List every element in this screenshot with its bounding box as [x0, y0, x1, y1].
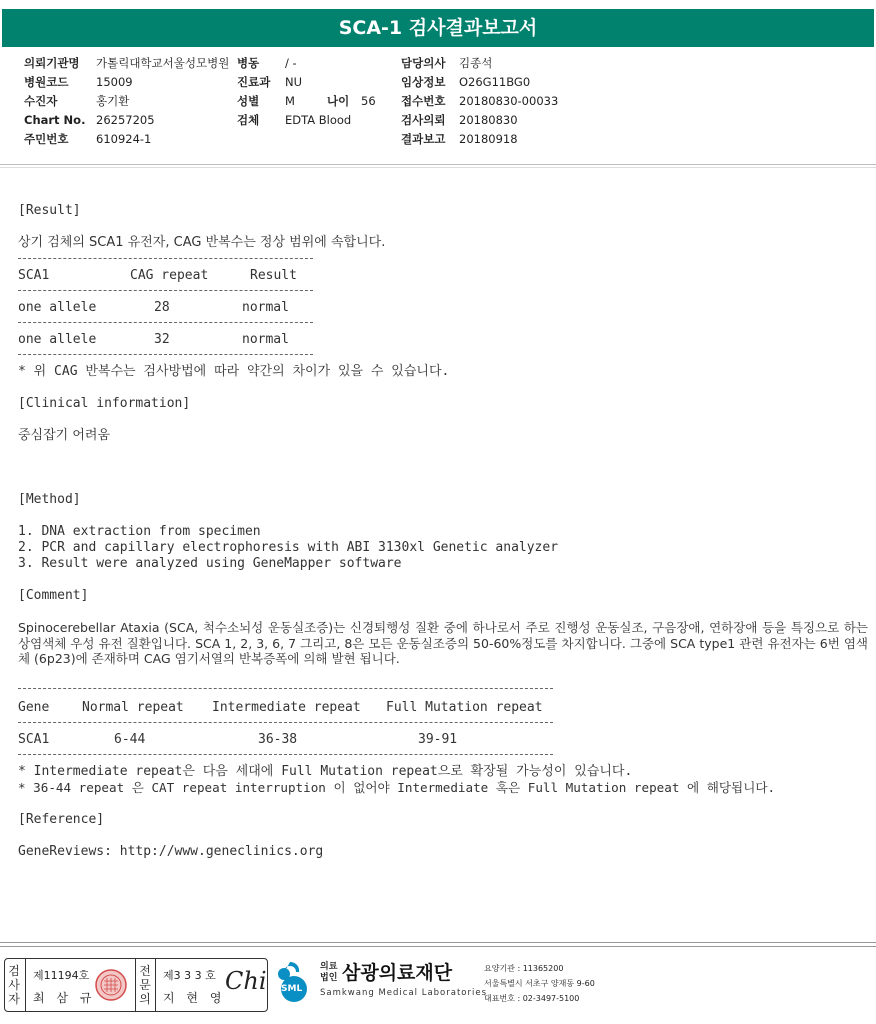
- cell: normal: [242, 300, 289, 315]
- field-value: 20180830-00033: [459, 94, 559, 108]
- cell: one allele: [18, 332, 97, 347]
- method-heading: [Method]: [18, 492, 81, 507]
- field-label: Chart No.: [24, 113, 86, 127]
- logo-text: SML: [281, 984, 303, 994]
- table-divider: [18, 290, 313, 291]
- cell: 32: [154, 332, 170, 347]
- table-divider: [18, 322, 313, 323]
- field-label: 주민번호: [24, 132, 69, 146]
- org-info-phone: 대표번호 : 02-3497-5100: [484, 994, 580, 1003]
- stamp-icon: [95, 969, 127, 1001]
- field-label: 병원코드: [24, 75, 69, 89]
- field-value: O26G11BG0: [459, 75, 531, 89]
- comment-note: * Intermediate repeat은 다음 세대에 Full Mutation repeat으로 확장될 가능성이 있습니다.: [18, 764, 633, 779]
- field-value: 가톨릭대학교서울성모병원: [96, 56, 230, 70]
- method-item: 2. PCR and capillary electrophoresis with ABI 3130xl Genetic analyzer: [18, 540, 559, 555]
- signature-mark: Chi: [225, 967, 267, 995]
- col-header: Result: [250, 268, 297, 283]
- examiner-license: 제11194호: [33, 969, 90, 982]
- field-value: 홍기환: [96, 94, 130, 108]
- field-label: 결과보고: [401, 132, 446, 146]
- field-value: 15009: [96, 75, 133, 89]
- signature-box: [4, 958, 268, 1012]
- field-value: 610924-1: [96, 132, 152, 146]
- corp-type-bottom: 법인: [320, 973, 338, 983]
- cell: normal: [242, 332, 289, 347]
- table-divider: [18, 688, 553, 689]
- clinical-heading: [Clinical information]: [18, 396, 191, 411]
- field-label: 성별: [237, 94, 260, 108]
- comment-paragraph: Spinocerebellar Ataxia (SCA, 척수소뇌성 운동실조증)는 신경퇴행성 질환 중에 하나로서 주로 진행성 운동실조, 구음장애, 연하장애 등을 특징으로 하는 상염색체 우성 유전 질환입니다. SCA 1, 2, 3, 6, 7 그리고, 8은 모든 운동실조증의 50-60%정도를 차지합니다. 그중에 SCA type1 관련 유전자는 6번 염색체 (6p23)에 존재하며 CAG 염기서열의 반복증폭에 의해 발현 됩니다.: [18, 620, 868, 666]
- result-summary: 상기 검체의 SCA1 유전자, CAG 반복수는 정상 범위에 속합니다.: [18, 235, 386, 250]
- field-value: M: [285, 94, 295, 108]
- box-separator: [155, 959, 156, 1011]
- col-header: CAG repeat: [130, 268, 209, 283]
- col-header: Full Mutation repeat: [386, 700, 543, 715]
- field-value: NU: [285, 75, 303, 89]
- clinical-text: 중심잡기 어려움: [18, 428, 111, 443]
- result-note: * 위 CAG 반복수는 검사방법에 따라 약간의 차이가 있을 수 있습니다.: [18, 364, 450, 379]
- cell: 6-44: [114, 732, 146, 747]
- table-divider: [18, 354, 313, 355]
- field-label: 수진자: [24, 94, 58, 108]
- method-item: 1. DNA extraction from specimen: [18, 524, 261, 539]
- field-value: 26257205: [96, 113, 155, 127]
- cell: 28: [154, 300, 170, 315]
- col-header: SCA1: [18, 268, 50, 283]
- cell: 39-91: [418, 732, 458, 747]
- specialist-license: 제3 3 3 호: [163, 969, 216, 982]
- col-header: Gene: [18, 700, 50, 715]
- method-item: 3. Result were analyzed using GeneMapper software: [18, 556, 402, 571]
- org-info-code: 요양기관 : 11365200: [484, 964, 564, 973]
- header-divider-shadow: [0, 167, 876, 168]
- corp-type: [320, 962, 337, 984]
- header-col2: [237, 54, 376, 130]
- result-heading: [Result]: [18, 203, 81, 218]
- reference-heading: [Reference]: [18, 812, 105, 827]
- cell: one allele: [18, 300, 97, 315]
- field-value: 김종석: [459, 56, 493, 70]
- header-divider: [0, 164, 876, 165]
- field-value: / -: [285, 56, 297, 70]
- comment-heading: [Comment]: [18, 588, 89, 603]
- field-value: 20180830: [459, 113, 518, 127]
- report-title: SCA-1 검사결과보고서: [2, 9, 874, 47]
- box-separator: [25, 959, 26, 1011]
- box-separator: [135, 959, 136, 1011]
- comment-note: * 36-44 repeat 은 CAT repeat interruption 이 없어야 Intermediate 혹은 Full Mutation repeat 에 해당됩니다.: [18, 780, 776, 795]
- org-english-name: Samkwang Medical Laboratories: [320, 988, 488, 998]
- org-name: 삼광의료재단: [342, 962, 453, 984]
- table-divider: [18, 754, 553, 755]
- org-logo-icon: [272, 960, 316, 1004]
- specialist-label: 전문의: [139, 964, 151, 1006]
- age-value: 56: [361, 94, 376, 108]
- field-value: EDTA Blood: [285, 113, 352, 127]
- footer-divider: [0, 942, 876, 947]
- field-value: 20180918: [459, 132, 518, 146]
- org-info-address: 서울특별시 서초구 양재동 9-60: [484, 979, 595, 988]
- field-label: 진료과: [237, 75, 271, 89]
- cell: 36-38: [258, 732, 298, 747]
- header-col3: [401, 54, 558, 149]
- col-header: Normal repeat: [82, 700, 184, 715]
- field-label: 담당의사: [401, 56, 446, 70]
- header-col1: [24, 54, 229, 149]
- corp-type-top: 의료: [320, 962, 338, 972]
- col-header: Intermediate repeat: [212, 700, 361, 715]
- examiner-label: 검사자: [8, 964, 20, 1006]
- field-label: 임상정보: [401, 75, 446, 89]
- field-label: 접수번호: [401, 94, 446, 108]
- specialist-name: 지 현 영: [163, 991, 226, 1005]
- field-label: 병동: [237, 56, 260, 70]
- table-divider: [18, 722, 553, 723]
- field-label: 검체: [237, 113, 260, 127]
- age-label: 나이: [327, 94, 350, 108]
- examiner-name: 최 삼 규: [33, 991, 96, 1005]
- field-label: 검사의뢰: [401, 113, 446, 127]
- cell: SCA1: [18, 732, 50, 747]
- table-divider: [18, 258, 313, 259]
- reference-text: GeneReviews: http://www.geneclinics.org: [18, 844, 324, 859]
- field-label: 의뢰기관명: [24, 56, 80, 70]
